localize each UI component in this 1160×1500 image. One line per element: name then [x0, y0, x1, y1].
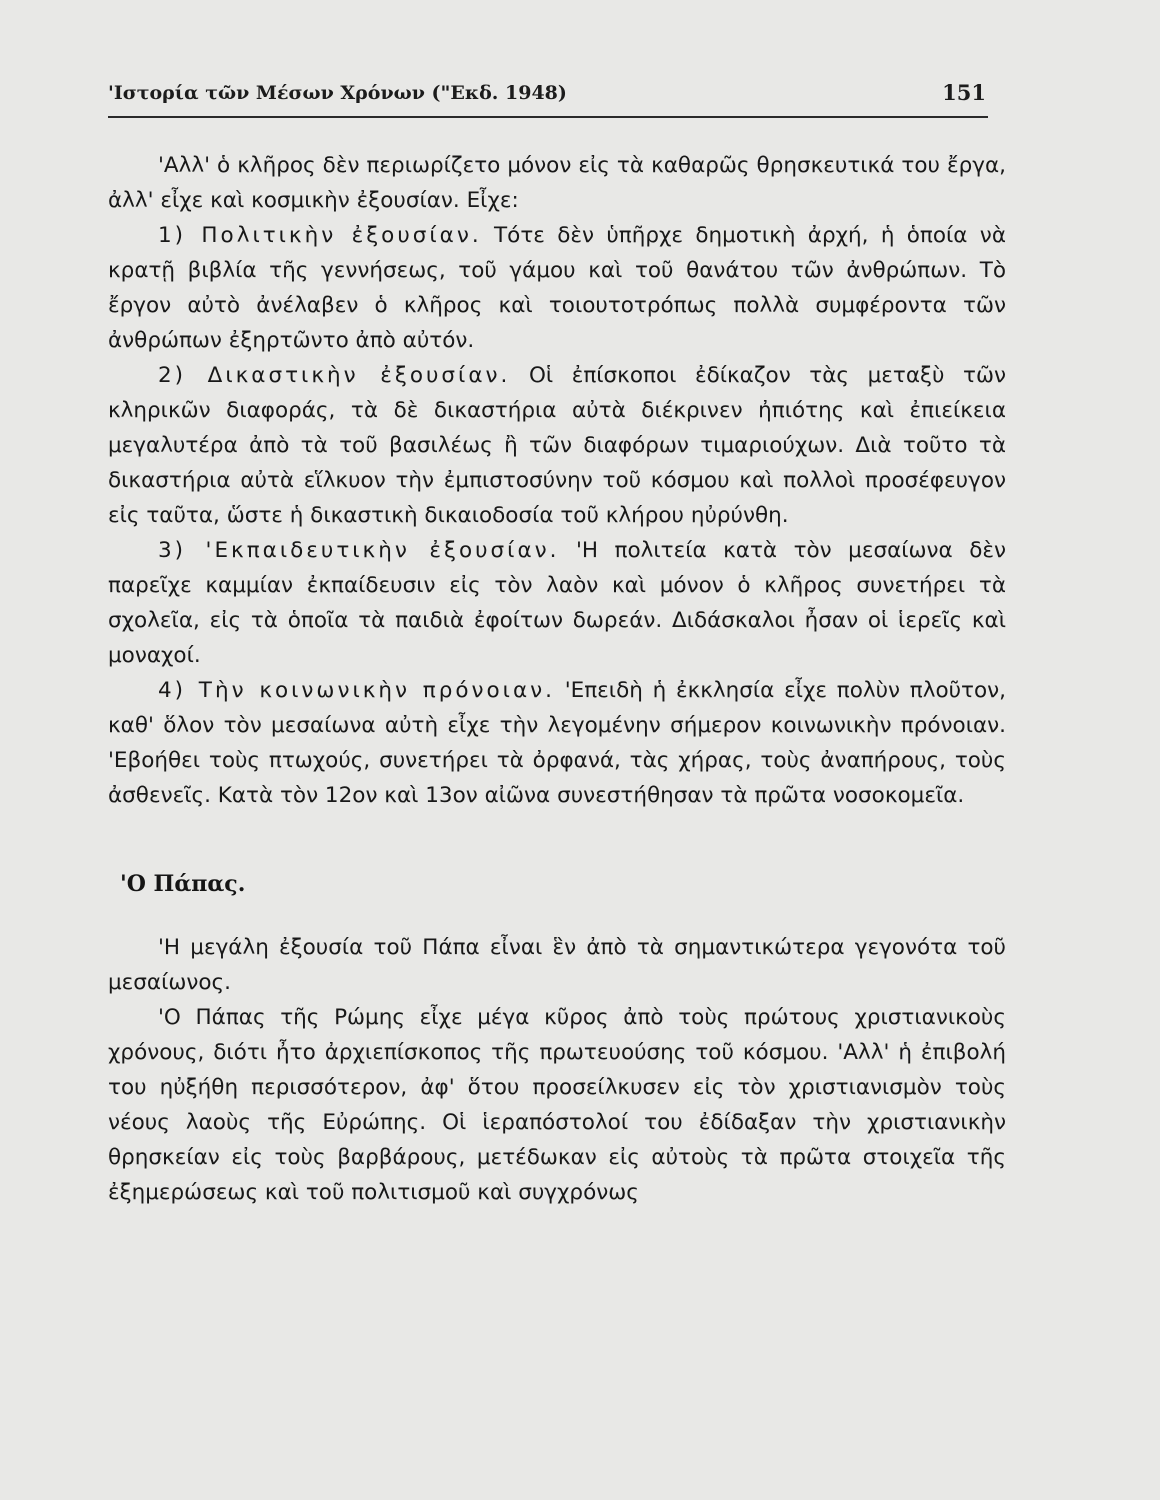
item-label-political: 1) Πολιτικὴν ἐξουσίαν. — [158, 223, 482, 248]
item-label-judicial: 2) Δικαστικὴν ἐξουσίαν. — [158, 363, 511, 388]
item-label-social: 4) Τὴν κοινωνικὴν πρόνοιαν. — [158, 678, 555, 703]
paragraph-pope-rome: 'Ο Πάπας τῆς Ρώμης εἶχε μέγα κῦρος ἀπὸ τοὺς πρώτους χριστιανικοὺς χρόνους, διότι ἦτο ἀρχιεπίσκοπος τῆς πρωτευούσης τοῦ κόσμου. 'Αλλ' ἡ ἐπιβολή του ηὐξήθη περισσότερον, ἀφ' ὅτου προσείλκυσεν εἰς τὸν χριστιανισμὸν τοὺς νέους λαοὺς τῆς Εὐρώπης. Οἱ ἱεραπόστολοί του ἐδίδαξαν τὴν χριστιανικὴν θρησκείαν εἰς τοὺς βαρβάρους, μετέδωκαν εἰς αὐτοὺς τὰ πρῶτα στοιχεῖα τῆς ἐξημερώσεως καὶ τοῦ πολιτισμοῦ καὶ συγχρόνως — [108, 1005, 1006, 1205]
paragraph-social-welfare — [108, 673, 1006, 813]
body-text — [108, 148, 1006, 1210]
paragraph-clergy-powers: 'Αλλ' ὁ κλῆρος δὲν περιωρίζετο μόνον εἰς τὰ καθαρῶς θρησκευτικά του ἔργα, ἀλλ' εἶχε καὶ κοσμικὴν ἐξουσίαν. Εἶχε: — [108, 153, 1006, 213]
item-text-judicial: Οἱ ἐπίσκοποι ἐδίκαζον τὰς μεταξὺ τῶν κληρικῶν διαφοράς, τὰ δὲ δικαστήρια αὐτὰ διέκρινεν ἠπιότης καὶ ἐπιείκεια μεγαλυτέρα ἀπὸ τὰ τοῦ βασιλέως ἢ τῶν διαφόρων τιμαριούχων. Διὰ τοῦτο τὰ δικαστήρια αὐτὰ εἵλκυον τὴν ἐμπιστοσύνην τοῦ κόσμου καὶ πολλοὶ προσέφευγον εἰς ταῦτα, ὥστε ἡ δικαστικὴ δικαιοδοσία τοῦ κλήρου ηὐρύνθη. — [108, 363, 1007, 528]
paragraph-judicial-power — [108, 358, 1006, 533]
item-text-political: Τότε δὲν ὑπῆρχε δημοτικὴ ἀρχή, ἡ ὁποία νὰ κρατῇ βιβλία τῆς γεννήσεως, τοῦ γάμου καὶ τοῦ θανάτου τῶν ἀνθρώπων. Τὸ ἔργον αὐτὸ ἀνέλαβεν ὁ κλῆρος καὶ τοιουτοτρόπως πολλὰ συμφέροντα τῶν ἀνθρώπων ἐξηρτῶντο ἀπὸ αὐτόν. — [108, 223, 1006, 353]
paragraph-educational-power — [108, 533, 1006, 673]
section-heading-pope: 'Ο Πάπας. — [120, 871, 246, 897]
running-head — [108, 80, 988, 118]
item-text-social: 'Επειδὴ ἡ ἐκκλησία εἶχε πολὺν πλοῦτον, καθ' ὅλον τὸν μεσαίωνα αὐτὴ εἶχε τὴν λεγομένην σήμερον κοινωνικὴν πρόνοιαν. 'Εβοήθει τοὺς πτωχούς, συνετήρει τὰ ὀρφανά, τὰς χήρας, τοὺς ἀναπήρους, τοὺς ἀσθενεῖς. Κατὰ τὸν 12ον καὶ 13ον αἰῶνα συνεστήθησαν τὰ πρῶτα νοσοκομεῖα. — [108, 678, 1006, 808]
item-text-educational: 'Η πολιτεία κατὰ τὸν μεσαίωνα δὲν παρεῖχε καμμίαν ἐκπαίδευσιν εἰς τὸν λαὸν καὶ μόνον ὁ κλῆρος συνετήρει τὰ σχολεῖα, εἰς τὰ ὁποῖα τὰ παιδιὰ ἐφοίτων δωρεάν. Διδάσκαλοι ἦσαν οἱ ἱερεῖς καὶ μοναχοί. — [108, 538, 1006, 668]
paragraph-political-power — [108, 218, 1006, 358]
item-label-educational: 3) 'Εκπαιδευτικὴν ἐξουσίαν. — [158, 538, 560, 563]
paragraph-pope-power: 'Η μεγάλη ἐξουσία τοῦ Πάπα εἶναι ἓν ἀπὸ τὰ σημαντικώτερα γεγονότα τοῦ μεσαίωνος. — [108, 935, 1006, 995]
page-number: 151 — [942, 80, 986, 105]
running-title: 'Ιστορία τῶν Μέσων Χρόνων ("Εκδ. 1948) — [108, 82, 567, 104]
